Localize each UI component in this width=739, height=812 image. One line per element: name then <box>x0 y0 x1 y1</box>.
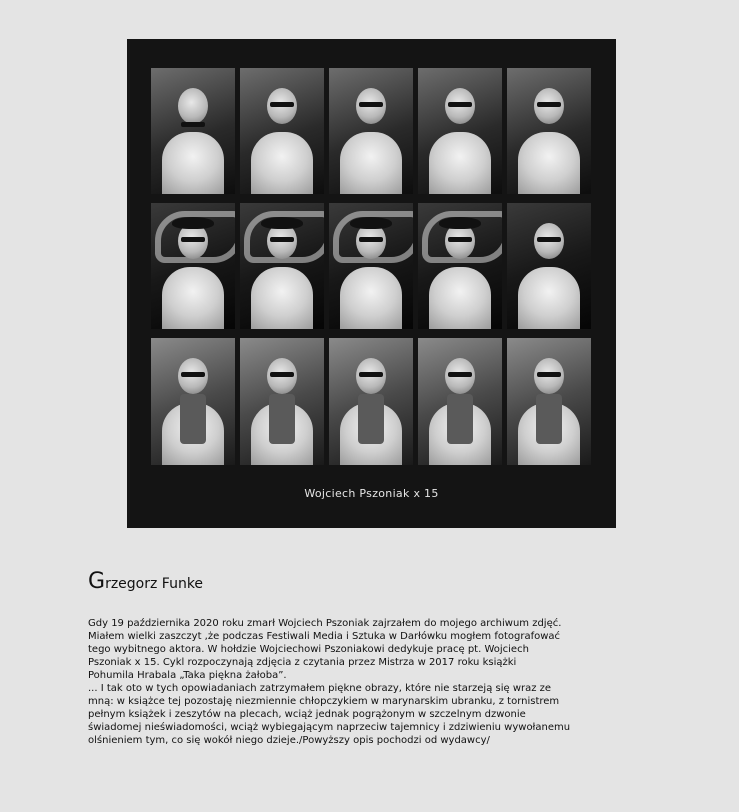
photo-14 <box>418 338 502 465</box>
photo-grid-row-3 <box>151 338 591 465</box>
photo-9 <box>418 203 502 329</box>
description-line: pełnym książek i zeszytów na plecach, wciąż jednak pogrążonym w szczelnym dzwonie <box>88 709 526 720</box>
photo-1 <box>151 68 235 194</box>
photo-15 <box>507 338 591 465</box>
photo-8 <box>329 203 413 329</box>
photo-10 <box>507 203 591 329</box>
photo-13 <box>329 338 413 465</box>
description-line: mną: w książce tej pozostaję niezmiennie chłopczykiem w marynarskim ubranku, z tornistrem <box>88 696 560 707</box>
description-line: świadomej nieświadomości, wciąż wybiegającym naprzeciw tajemnicy i zdziwieniu wywołanemu <box>88 722 571 733</box>
photo-7 <box>240 203 324 329</box>
description-line: Miałem wielki zaszczyt ,że podczas Festiwali Media i Sztuka w Darłówku mogłem fotografować <box>88 631 561 642</box>
photo-6 <box>151 203 235 329</box>
photo-12 <box>240 338 324 465</box>
photo-grid-row-2 <box>151 203 591 329</box>
photo-3 <box>329 68 413 194</box>
description-line: tego wybitnego aktora. W hołdzie Wojciechowi Pszoniakowi dedykuje pracę pt. Wojciech <box>88 644 529 655</box>
author-name <box>88 569 203 594</box>
description <box>88 617 598 747</box>
author-name-rest: rzegorz Funke <box>105 576 204 592</box>
description-line: Pohumila Hrabala „Taka piękna żałoba”. <box>88 670 287 681</box>
board-caption: Wojciech Pszoniak x 15 <box>304 487 439 500</box>
photo-board <box>127 39 616 528</box>
photo-11 <box>151 338 235 465</box>
description-line: ... I tak oto w tych opowiadaniach zatrzymałem piękne obrazy, które nie starzeją się wraz ze <box>88 683 552 694</box>
description-line: Gdy 19 października 2020 roku zmarł Wojciech Pszoniak zajrzałem do mojego archiwum zdjęć. <box>88 618 562 629</box>
author-initial: G <box>88 569 106 594</box>
description-line: Pszoniak x 15. Cykl rozpoczynają zdjęcia z czytania przez Mistrza w 2017 roku książki <box>88 657 517 668</box>
photo-2 <box>240 68 324 194</box>
photo-4 <box>418 68 502 194</box>
description-line: olśnieniem tym, co się wokół niego dzieje./Powyższy opis pochodzi od wydawcy/ <box>88 735 490 746</box>
photo-5 <box>507 68 591 194</box>
